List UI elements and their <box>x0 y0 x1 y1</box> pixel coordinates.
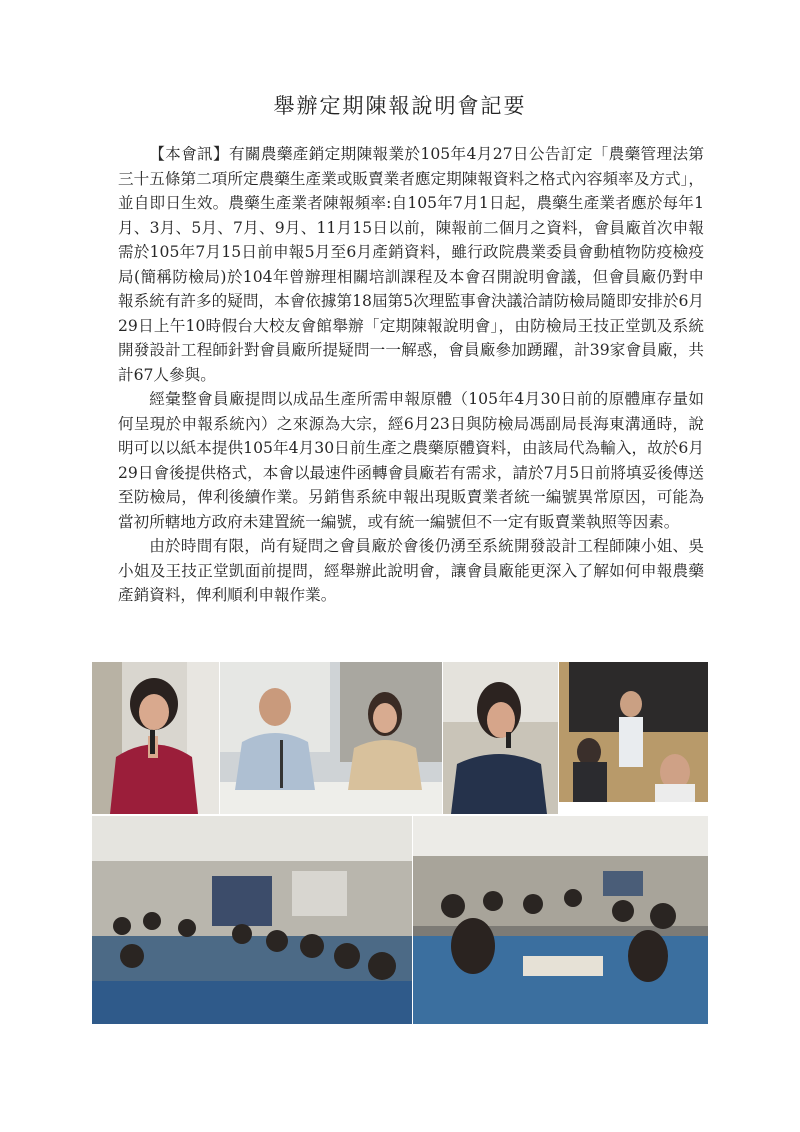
photo-man-standing-question <box>559 662 708 802</box>
photo-collage <box>92 662 708 1024</box>
photo-woman-speaking <box>92 662 219 814</box>
paragraph-3: 由於時間有限，尚有疑問之會員廠於會後仍湧至系統開發設計工程師陳小姐、吳小姐及王技正堂凱面前提問，經舉辦此說明會，讓會員廠能更深入了解如何申報農藥產銷資料，俾利順利申報作業。 <box>118 537 704 604</box>
photo-audience-left <box>92 816 412 1024</box>
document-body <box>118 142 704 608</box>
document-title: 舉辦定期陳報說明會記要 <box>273 94 527 118</box>
photo-panel-speakers <box>220 662 442 814</box>
photo-attendee-question <box>443 662 558 814</box>
paragraph-2: 經彙整會員廠提問以成品生產所需申報原體（105年4月30日前的原體庫存量如何呈現於申報系統內）之來源為大宗，經6月23日與防檢局馮副局長海東溝通時，說明可以以紙本提供105年4月30日前生產之農藥原體資料，由該局代為輸入，故於6月29日會後提供格式，本會以最速件函轉會員廠若有需求，請於7月5日前將填妥後傳送至防檢局，俾利後續作業。另銷售系統申報出現販賣業者統一編號異常原因，可能為當初所轄地方政府未建置統一編號，或有統一編號但不一定有販賣業執照等因素。 <box>118 390 704 531</box>
photo-audience-right <box>413 816 708 1024</box>
paragraph-1: 【本會訊】有關農藥產銷定期陳報業於105年4月27日公告訂定「農藥管理法第三十五條第二項所定農藥生產業或販賣業者應定期陳報資料之格式內容頻率及方式」，並自即日生效。農藥生產業者陳報頻率:自105年7月1日起，農藥生產業者應於每年1月、3月、5月、7月、9月、11月15日以前，陳報前二個月之資料，會員廠首次申報需於105年7月15日前申報5月至6月產銷資料，雖行政院農業委員會動植物防疫檢疫局(簡稱防檢局)於104年曾辦理相關培訓課程及本會召開說明會議，但會員廠仍對申報系統有許多的疑問，本會依據第18屆第5次理監事會決議洽請防檢局隨即安排於6月29日上午10時假台大校友會館舉辦「定期陳報說明會」，由防檢局王技正堂凱及系統開發設計工程師針對會員廠所提疑問一一解惑，會員廠參加踴躍，計39家會員廠，共計67人參與。 <box>118 145 704 384</box>
